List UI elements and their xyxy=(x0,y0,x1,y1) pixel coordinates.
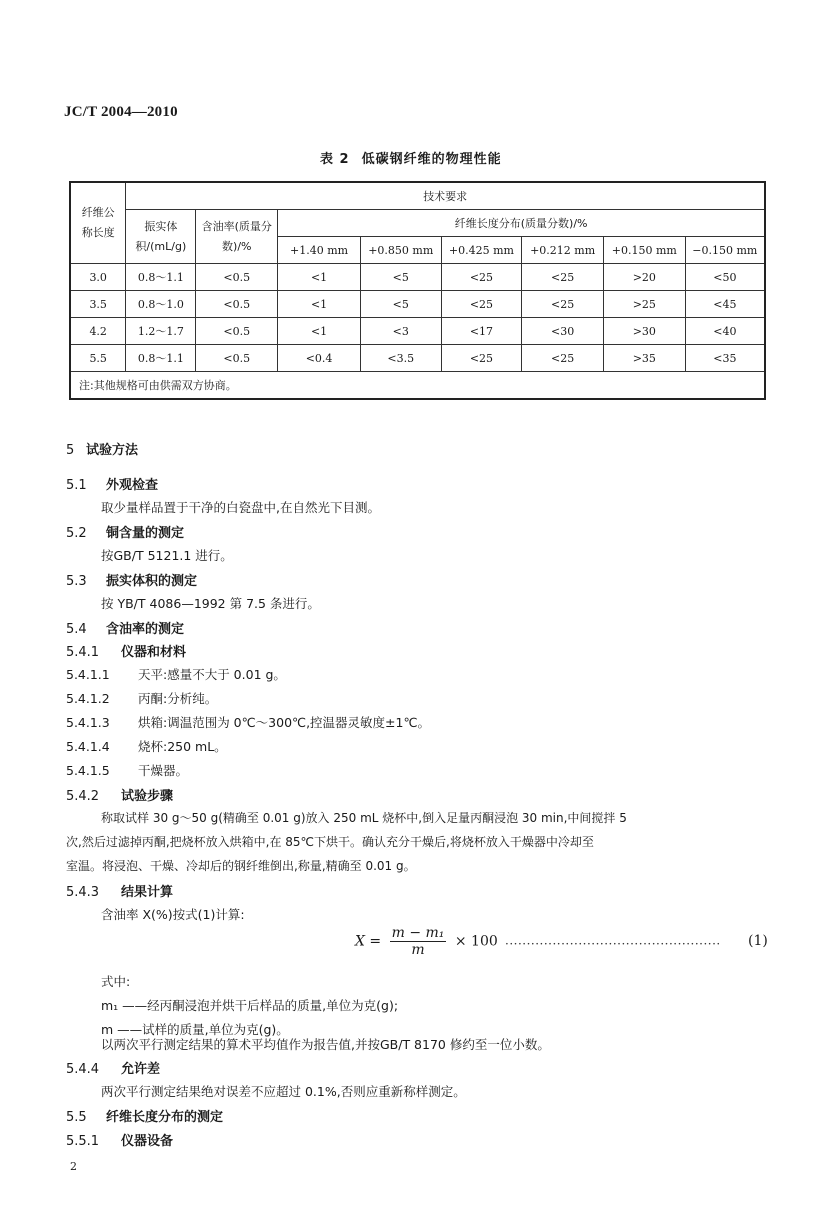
cell-dist: <25 xyxy=(441,291,522,318)
cell-length: 5.5 xyxy=(70,345,126,372)
cell-tap: 0.8～1.0 xyxy=(126,291,196,318)
section-5-1-heading: 5.1 外观检查 xyxy=(66,478,159,493)
cell-oil: <0.5 xyxy=(196,318,278,345)
physical-properties-table xyxy=(69,181,766,400)
table-row xyxy=(70,291,765,318)
cell-dist: <25 xyxy=(522,264,604,291)
table-note: 注:其他规格可由供需双方协商。 xyxy=(70,372,765,400)
formula-denominator: m xyxy=(411,942,425,958)
formula-leader-dots: ·················································· xyxy=(505,937,721,951)
table-number: 表 2 xyxy=(320,152,350,167)
cell-dist: <3.5 xyxy=(360,345,441,372)
formula-rhs: × 100 xyxy=(454,933,498,950)
cell-dist: <3 xyxy=(360,318,441,345)
cell-dist: <1 xyxy=(278,291,361,318)
variable-definition: m₁ ——经丙酮浸泡并烘干后样品的质量,单位为克(g); xyxy=(101,998,399,1013)
section-5-5-heading: 5.5 纤维长度分布的测定 xyxy=(66,1110,224,1125)
table-title xyxy=(320,148,502,167)
section-5-heading: 5 试验方法 xyxy=(66,443,139,458)
section-5-4-1-heading: 5.4.1 仪器和材料 xyxy=(66,645,187,660)
item-5-4-1-4: 5.4.1.4 烧杯:250 mL。 xyxy=(66,739,227,754)
cell-dist: <1 xyxy=(278,318,361,345)
formula-lhs: X = xyxy=(355,933,382,950)
cell-dist: <0.4 xyxy=(278,345,361,372)
cell-length: 4.2 xyxy=(70,318,126,345)
section-5-3-heading: 5.3 振实体积的测定 xyxy=(66,574,198,589)
table-row xyxy=(70,318,765,345)
cell-oil: <0.5 xyxy=(196,291,278,318)
cell-tap: 1.2～1.7 xyxy=(126,318,196,345)
section-5-4-heading: 5.4 含油率的测定 xyxy=(66,622,185,637)
header-tap-volume: 振实体积/(mL/g) xyxy=(126,210,196,264)
section-5-4-4-heading: 5.4.4 允许差 xyxy=(66,1062,161,1077)
cell-dist: >30 xyxy=(603,318,685,345)
procedure-line: 次,然后过滤掉丙酮,把烧杯放入烘箱中,在 85℃下烘干。确认充分干燥后,将烧杯放入干燥器中冷却至 xyxy=(66,835,594,849)
header-length-distribution: 纤维长度分布(质量分数)/% xyxy=(278,210,765,237)
table-row xyxy=(70,264,765,291)
section-5-2-text: 按GB/T 5121.1 进行。 xyxy=(101,548,233,563)
cell-dist: <50 xyxy=(685,264,765,291)
item-5-4-1-3: 5.4.1.3 烘箱:调温范围为 0℃～300℃,控温器灵敏度±1℃。 xyxy=(66,715,431,730)
header-sieve-col: +0.850 mm xyxy=(360,237,441,264)
section-5-1-text: 取少量样品置于干净的白瓷盘中,在自然光下目测。 xyxy=(101,500,380,515)
cell-dist: <1 xyxy=(278,264,361,291)
section-5-2-heading: 5.2 铜含量的测定 xyxy=(66,526,185,541)
item-5-4-1-1: 5.4.1.1 天平:感量不大于 0.01 g。 xyxy=(66,667,286,682)
cell-dist: <25 xyxy=(441,345,522,372)
cell-dist: <35 xyxy=(685,345,765,372)
header-sieve-col: +1.40 mm xyxy=(278,237,361,264)
where-label: 式中: xyxy=(101,974,131,989)
report-rule: 以两次平行测定结果的算术平均值作为报告值,并按GB/T 8170 修约至一位小数。 xyxy=(101,1037,550,1052)
table-row xyxy=(70,345,765,372)
header-sieve-col: +0.150 mm xyxy=(603,237,685,264)
header-sieve-col: +0.212 mm xyxy=(522,237,604,264)
cell-dist: >35 xyxy=(603,345,685,372)
cell-length: 3.5 xyxy=(70,291,126,318)
formula-numerator: m − m₁ xyxy=(391,925,445,941)
cell-dist: <45 xyxy=(685,291,765,318)
cell-length: 3.0 xyxy=(70,264,126,291)
page-number: 2 xyxy=(70,1160,77,1173)
equation-number: (1) xyxy=(748,933,768,949)
item-5-4-1-2: 5.4.1.2 丙酮:分析纯。 xyxy=(66,691,218,706)
section-5-4-4-text: 两次平行测定结果绝对误差不应超过 0.1%,否则应重新称样测定。 xyxy=(101,1084,466,1099)
section-5-4-3-heading: 5.4.3 结果计算 xyxy=(66,885,174,900)
section-5-4-2-heading: 5.4.2 试验步骤 xyxy=(66,789,174,804)
cell-oil: <0.5 xyxy=(196,345,278,372)
cell-dist: <40 xyxy=(685,318,765,345)
formula-intro: 含油率 X(%)按式(1)计算: xyxy=(101,907,245,922)
cell-tap: 0.8～1.1 xyxy=(126,345,196,372)
formula-fraction xyxy=(390,925,447,958)
cell-dist: <25 xyxy=(441,264,522,291)
cell-dist: <5 xyxy=(360,291,441,318)
section-5-5-1-heading: 5.5.1 仪器设备 xyxy=(66,1134,174,1149)
procedure-line: 室温。将浸泡、干燥、冷却后的钢纤维倒出,称量,精确至 0.01 g。 xyxy=(66,859,416,873)
section-5-3-text: 按 YB/T 4086—1992 第 7.5 条进行。 xyxy=(101,596,320,611)
cell-tap: 0.8～1.1 xyxy=(126,264,196,291)
cell-dist: <17 xyxy=(441,318,522,345)
header-oil-content: 含油率(质量分数)/% xyxy=(196,210,278,264)
item-5-4-1-5: 5.4.1.5 干燥器。 xyxy=(66,763,189,778)
standard-id: JC/T 2004—2010 xyxy=(64,104,178,120)
variable-definition: m ——试样的质量,单位为克(g)。 xyxy=(101,1022,289,1037)
procedure-line: 称取试样 30 g～50 g(精确至 0.01 g)放入 250 mL 烧杯中,倒入足量丙酮浸泡 30 min,中间搅拌 5 xyxy=(101,811,627,825)
cell-dist: >20 xyxy=(603,264,685,291)
cell-dist: <25 xyxy=(522,291,604,318)
oil-content-formula xyxy=(355,925,498,958)
cell-dist: >25 xyxy=(603,291,685,318)
cell-dist: <5 xyxy=(360,264,441,291)
header-nominal-length: 纤维公称长度 xyxy=(70,182,126,264)
header-sieve-col: −0.150 mm xyxy=(685,237,765,264)
header-tech-requirements: 技术要求 xyxy=(126,182,765,210)
cell-dist: <30 xyxy=(522,318,604,345)
table-title-text: 低碳钢纤维的物理性能 xyxy=(361,152,502,167)
header-sieve-col: +0.425 mm xyxy=(441,237,522,264)
cell-dist: <25 xyxy=(522,345,604,372)
cell-oil: <0.5 xyxy=(196,264,278,291)
